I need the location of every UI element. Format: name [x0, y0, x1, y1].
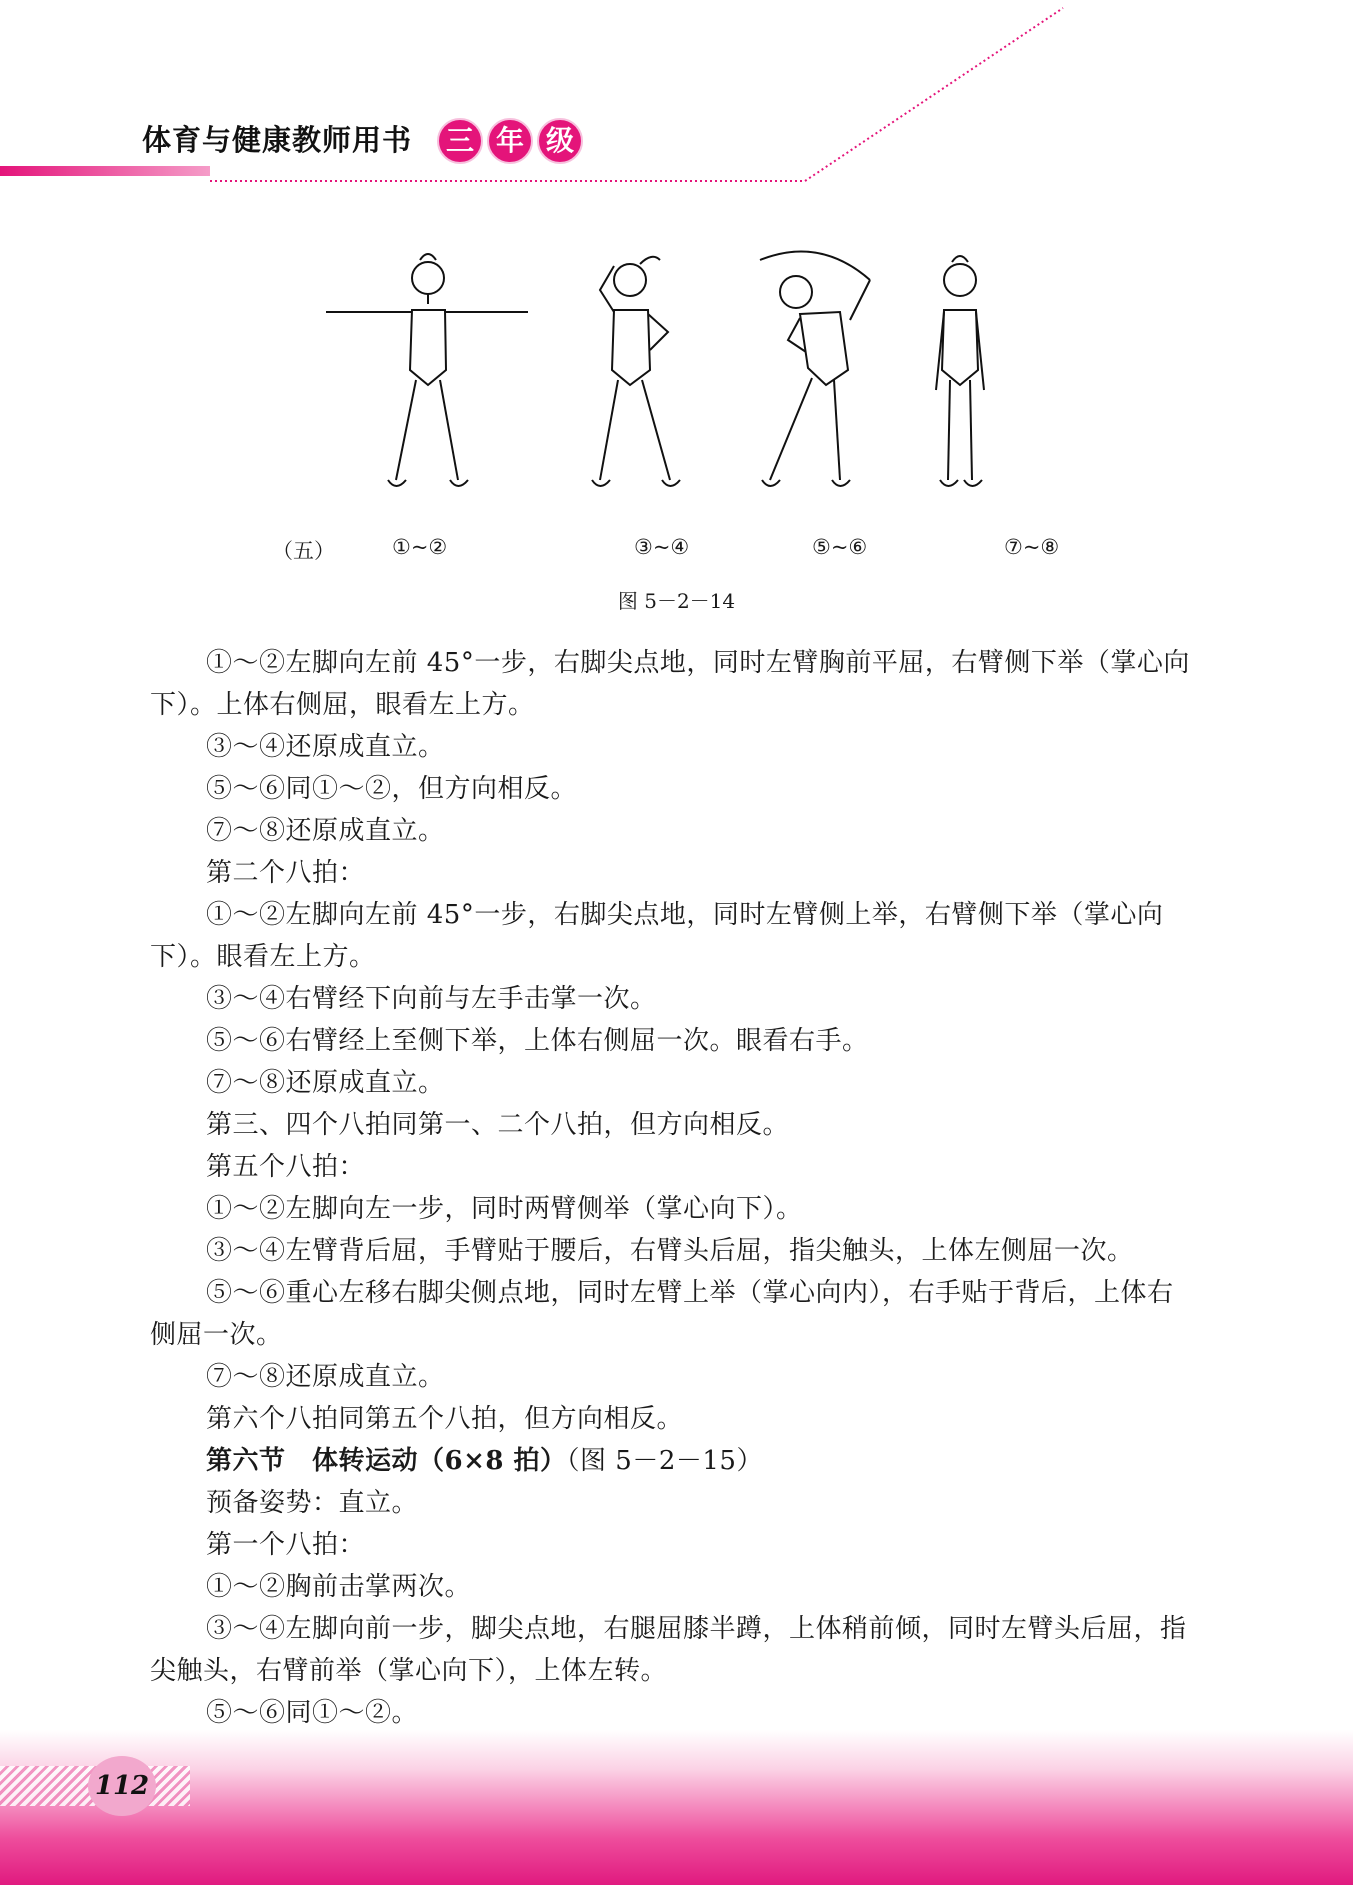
page-number: 112: [88, 1756, 156, 1816]
paragraph: ⑦～⑧还原成直立。: [206, 1362, 445, 1392]
pose-1-drawing: [326, 254, 528, 486]
pose-label-1: ①~②: [392, 535, 448, 559]
book-title: 体育与健康教师用书: [142, 123, 413, 157]
paragraph: ①～②左脚向左前 45°一步，右脚尖点地，同时左臂胸前平屈，右臂侧下举（掌心向下）。上体右侧屈，眼看左上方。: [150, 648, 1190, 720]
grade-char-3: 级: [537, 118, 583, 164]
paragraph: ①～②胸前击掌两次。: [206, 1572, 472, 1602]
section-heading: [150, 1440, 1190, 1482]
paragraph: 第六个八拍同第五个八拍，但方向相反。: [206, 1404, 684, 1434]
header-diagonal-rule: [0, 0, 1353, 200]
paragraph: ③～④左臂背后屈，手臂贴于腰后，右臂头后屈，指尖触头，上体左侧屈一次。: [206, 1236, 1134, 1266]
paragraph: 第五个八拍：: [206, 1152, 366, 1182]
grade-char-2: 年: [487, 118, 533, 164]
paragraph: ①～②左脚向左前 45°一步，右脚尖点地，同时左臂侧上举，右臂侧下举（掌心向下）。眼看左上方。: [150, 900, 1164, 972]
pose-label-3: ⑤~⑥: [812, 535, 868, 559]
paragraph: ③～④还原成直立。: [206, 732, 445, 762]
paragraph: ③～④右臂经下向前与左手击掌一次。: [206, 984, 657, 1014]
paragraph: 第二个八拍：: [206, 858, 366, 888]
pose-2-drawing: [592, 257, 680, 486]
figure-caption: 图 5－2－14: [617, 589, 736, 613]
pose-label-2: ③~④: [634, 535, 690, 559]
paragraph: 第三、四个八拍同第一、二个八拍，但方向相反。: [206, 1110, 790, 1140]
paragraph: ⑦～⑧还原成直立。: [206, 816, 445, 846]
paragraph: ①～②左脚向左一步，同时两臂侧举（掌心向下）。: [206, 1194, 803, 1224]
footer-band: [0, 1730, 1353, 1885]
paragraph: ③～④左脚向前一步，脚尖点地，右腿屈膝半蹲，上体稍前倾，同时左臂头后屈，指尖触头，右臂前举（掌心向下），上体左转。: [150, 1614, 1187, 1686]
body-text: [150, 642, 1190, 1734]
section-heading-title: 第六节 体转运动（6×8 拍）: [206, 1446, 567, 1476]
paragraph: ⑦～⑧还原成直立。: [206, 1068, 445, 1098]
paragraph: ⑤～⑥重心左移右脚尖侧点地，同时左臂上举（掌心向内），右手贴于背后，上体右侧屈一次。: [150, 1278, 1174, 1350]
paragraph: ⑤～⑥同①～②，但方向相反。: [206, 774, 578, 804]
figure-section-label: （五）: [272, 539, 335, 563]
section-figure-ref: （图 5－2－15）: [566, 1446, 763, 1476]
pose-4-drawing: [936, 256, 984, 486]
pose-label-4: ⑦~⑧: [1004, 535, 1060, 559]
paragraph: ⑤～⑥右臂经上至侧下举，上体右侧屈一次。眼看右手。: [206, 1026, 869, 1056]
grade-char-1: 三: [437, 118, 483, 164]
exercise-figure: [300, 240, 1120, 530]
paragraph: 第一个八拍：: [206, 1530, 366, 1560]
paragraph: ⑤～⑥同①～②。: [206, 1698, 419, 1728]
pose-3-drawing: [760, 252, 870, 486]
paragraph: 预备姿势：直立。: [206, 1488, 419, 1518]
